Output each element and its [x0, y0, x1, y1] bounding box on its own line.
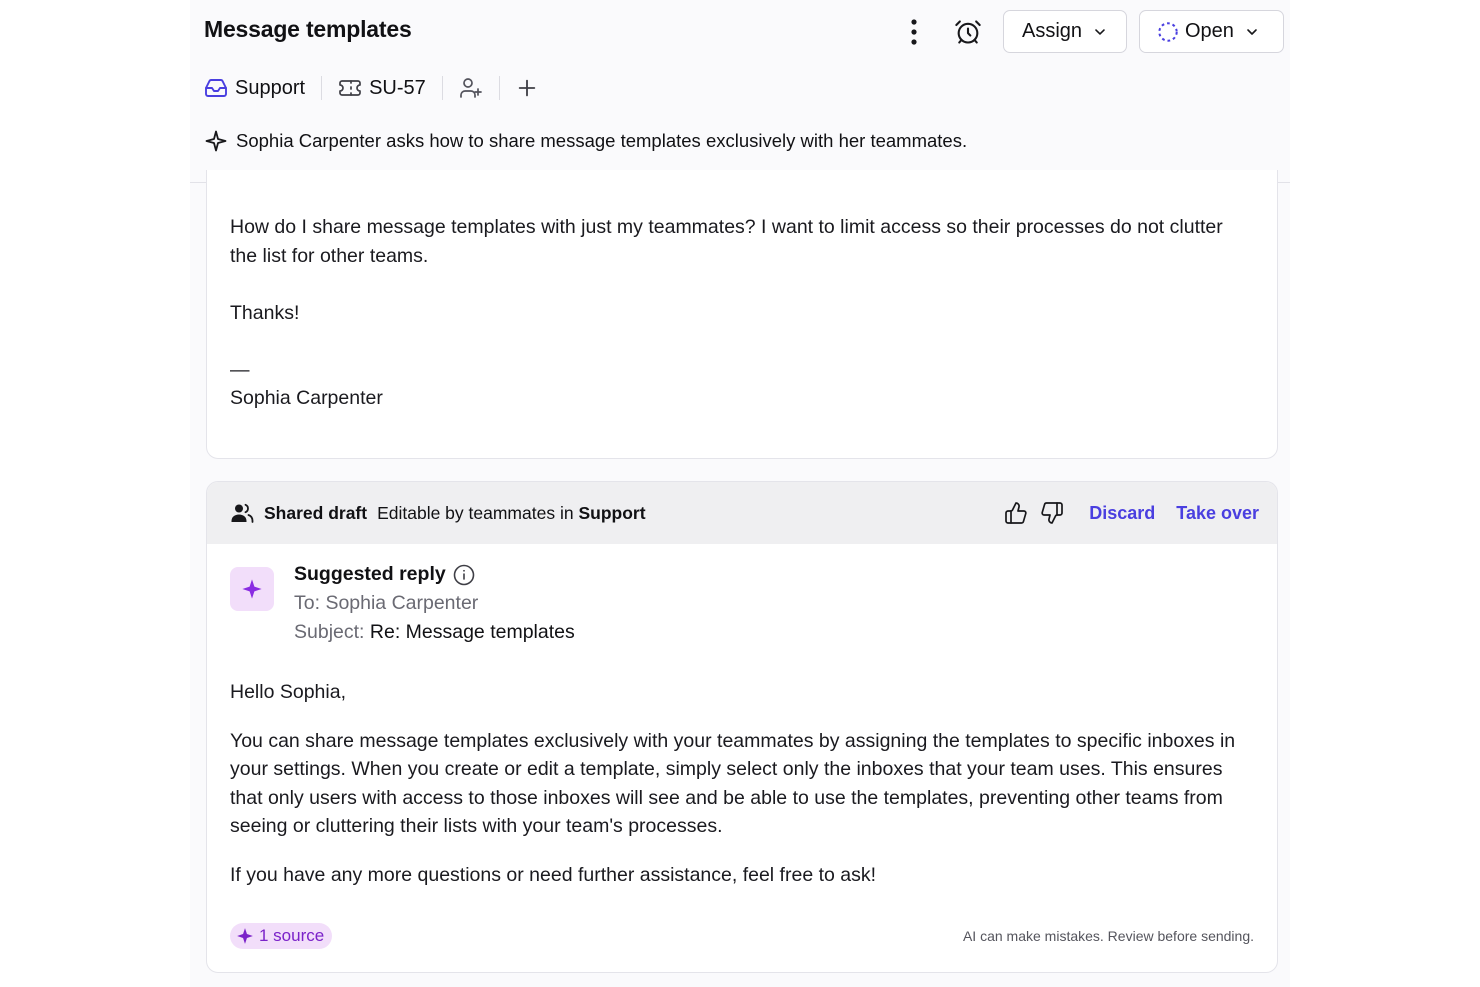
ai-disclaimer: AI can make mistakes. Review before sending.	[962, 928, 1254, 944]
divider	[321, 76, 322, 100]
add-button[interactable]	[516, 77, 538, 99]
ticket-chip[interactable]	[338, 76, 426, 100]
message-paragraph: How do I share message templates with just my teammates? I want to limit access so their processes do not clutter the list for other teams.	[230, 216, 1223, 267]
users-icon	[230, 501, 254, 525]
shared-draft-title: Shared draft	[264, 502, 368, 523]
shared-draft-bar	[207, 482, 1277, 544]
sparkle-icon	[204, 129, 228, 153]
discard-button[interactable]: Discard	[1089, 502, 1156, 523]
alarm-clock-icon	[954, 18, 982, 46]
assign-dropdown[interactable]	[1003, 10, 1127, 53]
reply-subject-prefix: Subject:	[294, 621, 365, 643]
sparkle-icon	[241, 578, 263, 600]
inbox-label: Support	[235, 76, 306, 99]
reply-paragraph: If you have any more questions or need further assistance, feel free to ask!	[230, 863, 877, 886]
chevron-down-icon	[1244, 24, 1260, 40]
signature-name: Sophia Carpenter	[230, 387, 383, 409]
conversation-panel	[190, 0, 1290, 987]
ai-avatar	[230, 567, 274, 611]
suggested-reply-title: Suggested reply	[294, 563, 446, 585]
reply-header	[294, 560, 575, 647]
reply-subject	[294, 618, 575, 647]
reply-paragraph: You can share message templates exclusively with your teammates by assigning the templates to specific inboxes in your settings. When you create or edit a template, simply select only the inboxes that your team uses. This ensures that only users with access to those inboxes will see and be able to use the templates, preventing other teams from seeing or cluttering their lists with your team's processes.	[230, 729, 1236, 837]
sources-button[interactable]	[230, 923, 332, 949]
sources-label: 1 source	[259, 926, 325, 945]
ticket-icon	[338, 76, 362, 100]
conversation-header	[190, 0, 1290, 183]
inbox-chip[interactable]	[204, 76, 305, 100]
reply-to-prefix: To:	[294, 592, 321, 614]
message-paragraph: Thanks!	[230, 301, 300, 324]
thumbs-down-icon	[1040, 501, 1064, 525]
status-label: Open	[1185, 20, 1234, 42]
suggested-reply-label	[294, 560, 575, 589]
more-vertical-icon	[911, 19, 917, 45]
more-options-button[interactable]	[902, 14, 926, 50]
chevron-down-icon	[1092, 24, 1108, 40]
ai-summary	[204, 129, 967, 153]
add-participant-button[interactable]	[459, 76, 483, 100]
shared-draft-desc-text: Editable by teammates in	[377, 502, 574, 523]
reply-to	[294, 589, 575, 618]
status-dropdown[interactable]	[1139, 10, 1284, 53]
reply-to-name: Sophia Carpenter	[325, 592, 479, 614]
thumbs-down-button[interactable]	[1037, 498, 1067, 528]
divider	[499, 76, 500, 100]
reply-greeting: Hello Sophia,	[230, 681, 346, 703]
add-user-icon	[459, 76, 483, 100]
thumbs-up-button[interactable]	[1001, 498, 1031, 528]
thumbs-up-icon	[1004, 501, 1028, 525]
customer-message	[206, 170, 1278, 459]
reply-subject-text: Re: Message templates	[369, 621, 575, 643]
divider	[442, 76, 443, 100]
reply-body[interactable]	[230, 678, 1260, 909]
sparkle-icon	[236, 927, 254, 945]
take-over-button[interactable]: Take over	[1176, 502, 1259, 523]
conversation-meta	[204, 72, 538, 104]
summary-text: Sophia Carpenter asks how to share message templates exclusively with her teammates.	[236, 130, 968, 151]
shared-draft-desc	[377, 503, 645, 524]
suggested-reply-card	[206, 481, 1278, 973]
page-title: Message templates	[204, 16, 412, 42]
plus-icon	[516, 77, 538, 99]
message-body	[230, 213, 1240, 413]
inbox-icon	[204, 76, 228, 100]
shared-draft-team: Support	[578, 502, 646, 523]
signature-dash: —	[230, 358, 250, 381]
status-open-icon	[1157, 21, 1179, 43]
snooze-button[interactable]	[950, 14, 986, 50]
info-icon[interactable]	[452, 563, 476, 587]
ticket-id: SU-57	[369, 76, 426, 99]
assign-label: Assign	[1022, 20, 1083, 42]
